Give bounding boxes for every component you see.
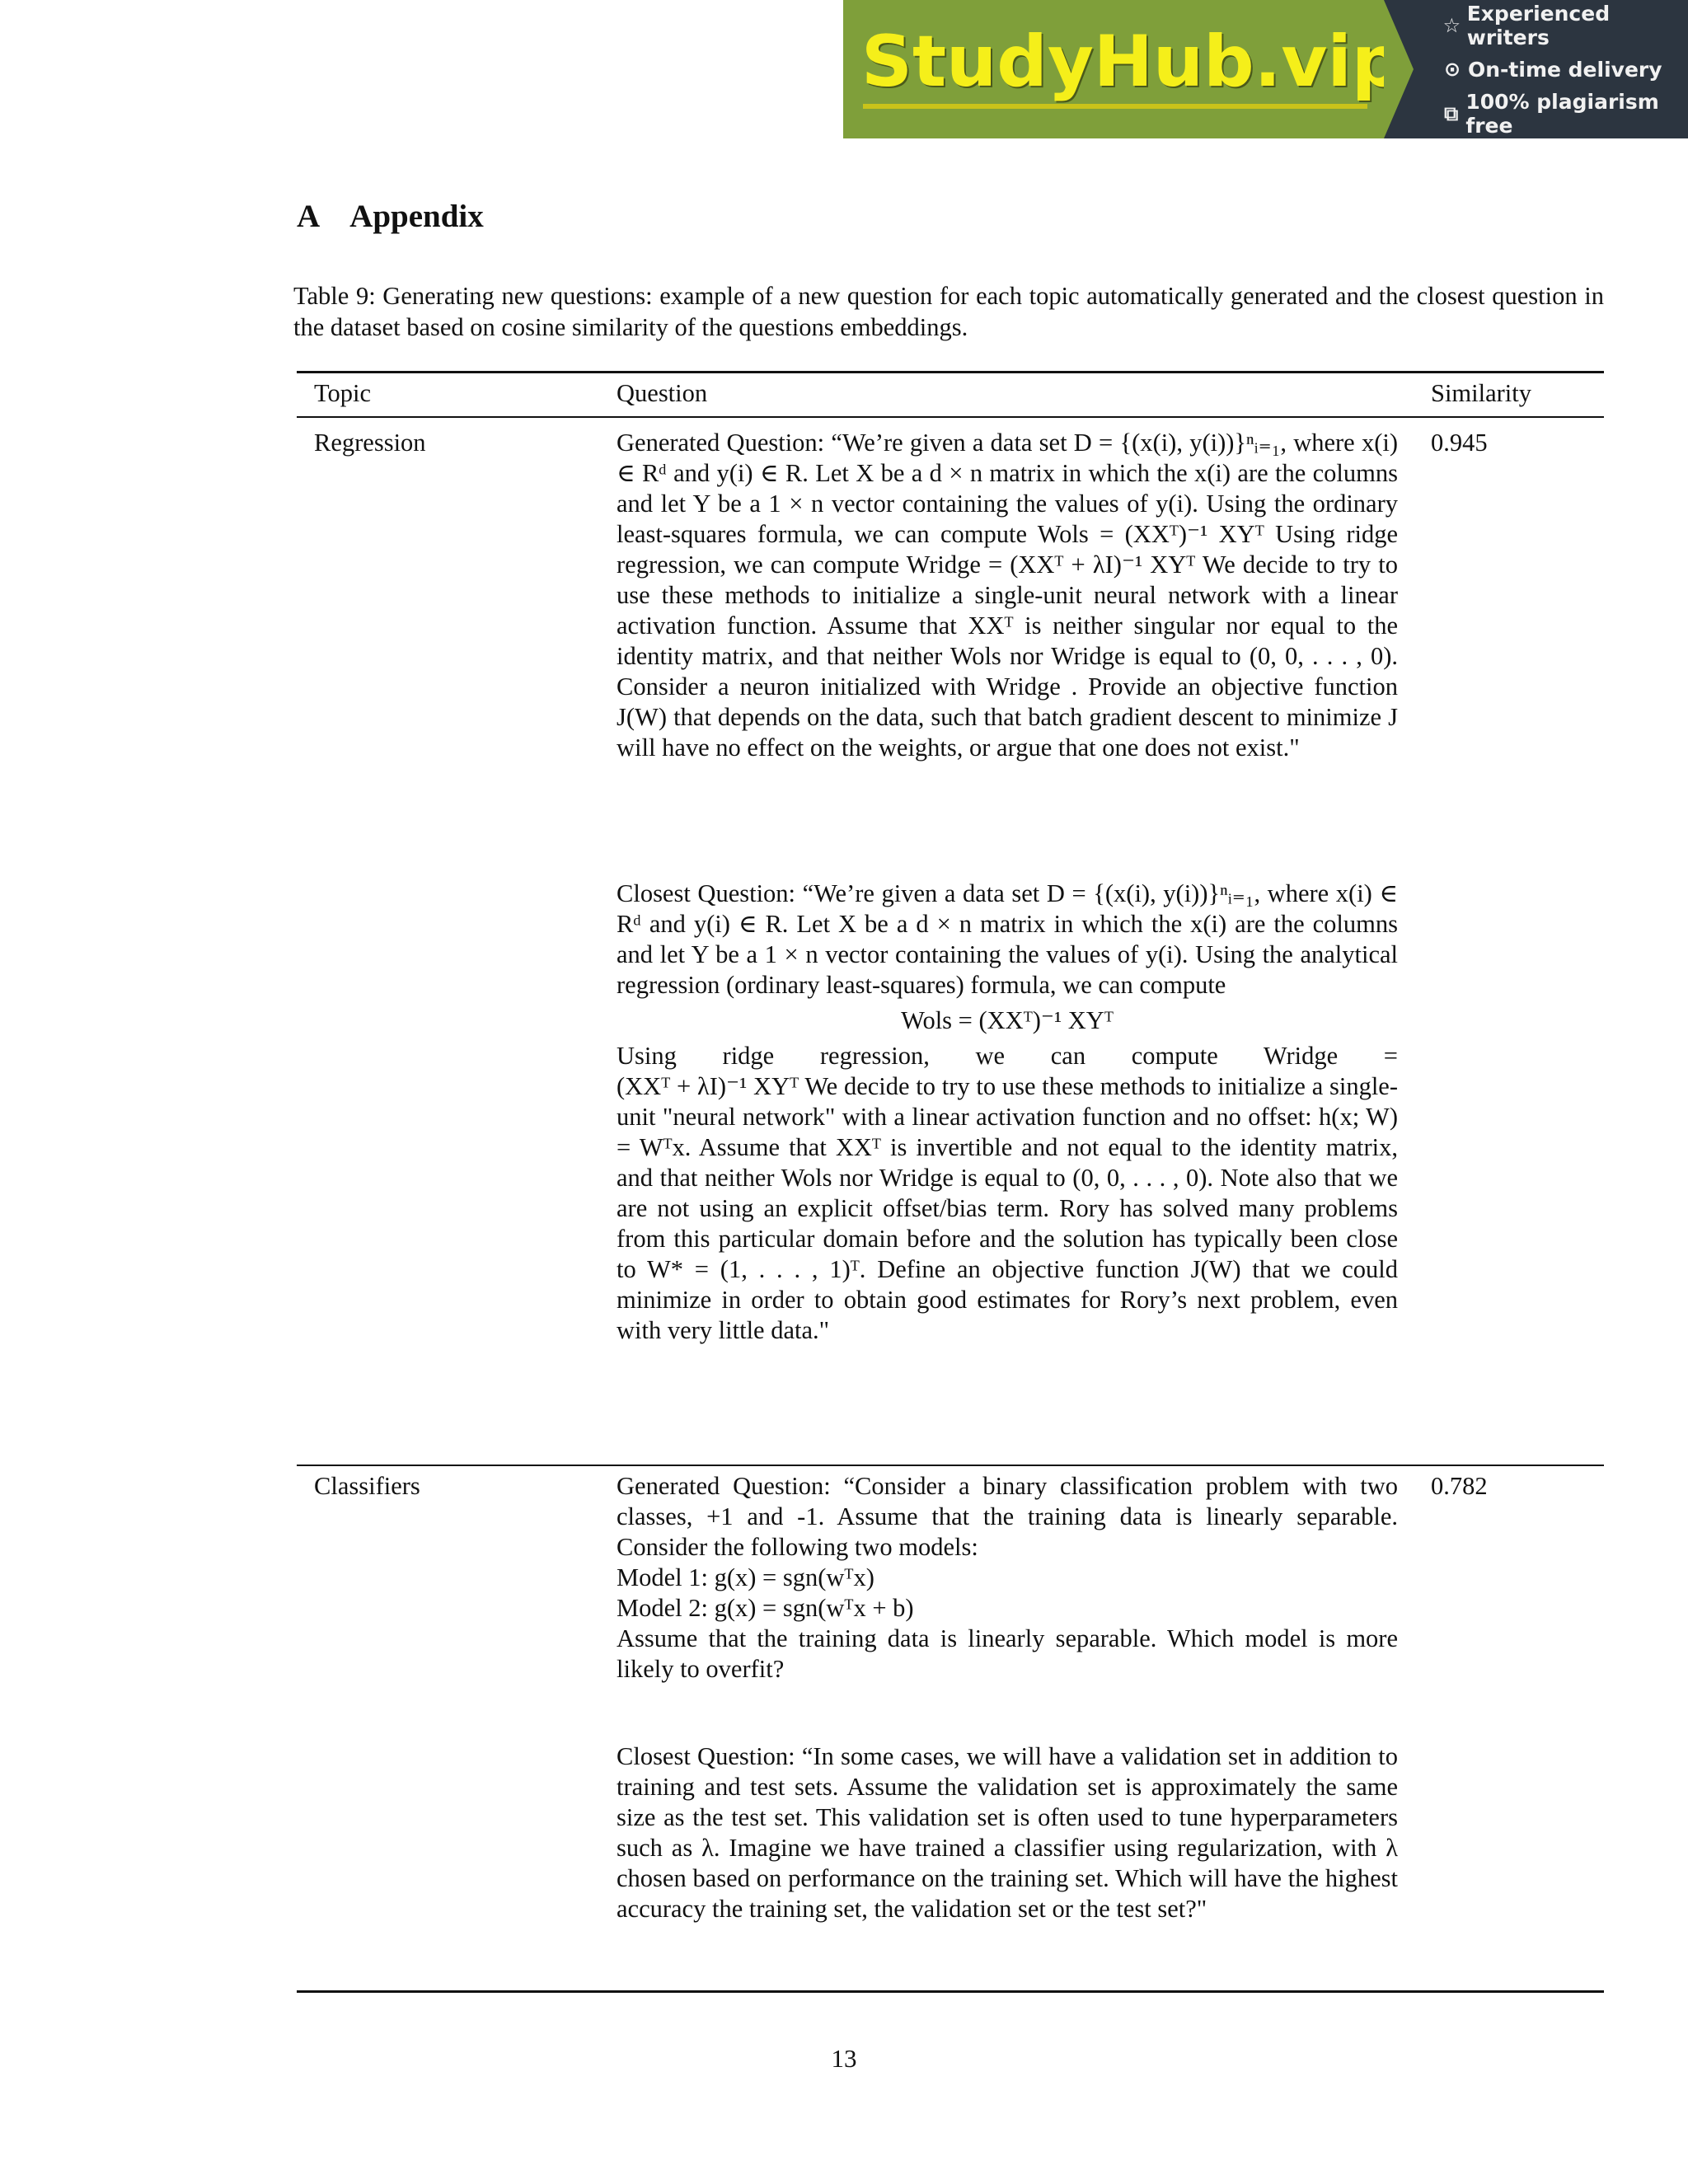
banner-features <box>1384 0 1688 138</box>
generated-question-line: Model 2: g(x) = sgn(wᵀx + b) <box>617 1594 914 1622</box>
topic-cell: Classifiers <box>314 1472 420 1500</box>
closest-question-line: Using ridge regression, we can compute Wridge = <box>617 1042 1398 1070</box>
section-title: Appendix <box>349 199 484 234</box>
star-icon: ☆ <box>1442 13 1461 37</box>
feature-text: On-time delivery <box>1468 57 1662 82</box>
generated-question-line: Generated Question: “Consider a binary classification problem with two classes, +1 and -1. Assume that the training data is linearly separable. Consider the following two models: <box>617 1472 1398 1561</box>
generated-question-line: Model 1: g(x) = sgn(wᵀx) <box>617 1563 874 1591</box>
banner-feature <box>1442 58 1688 82</box>
table-row-separator <box>297 1465 1604 1466</box>
banner-feature <box>1442 2 1688 49</box>
table-top-rule <box>297 371 1604 373</box>
column-header-topic: Topic <box>314 379 372 407</box>
generated-question-text: Generated Question: “We’re given a data set D = {(x(i), y(i))}ⁿᵢ₌₁, where x(i) ∈ Rᵈ and y(i) ∈ R. Let X be a d × n matrix in which the x(i) are the columns and let Y be a 1 × n vector containing the values of y(i). Using the ordinary least-squares formula, we can compute Wols = (XXᵀ)⁻¹ XYᵀ Using ridge regression, we can compute Wridge = (XXᵀ + λI)⁻¹ XYᵀ We decide to try to use these methods to initialize a single-unit neural network with a linear activation function. Assume that XXᵀ is neither singular nor equal to the identity matrix, and that neither Wols nor Wridge is equal to (0, 0, . . . , 0). Consider a neuron initialized with Wridge . Provide an objective function J(W) that depends on the data, such that batch gradient descent to minimize J will have no effect on the weights, or argue that one does not exist." <box>617 429 1398 762</box>
generated-question-line: Assume that the training data is linearly separable. Which model is more likely to overfit? <box>617 1624 1398 1683</box>
banner-arrow <box>1384 0 1414 138</box>
feature-text: Experienced writers <box>1466 1 1611 49</box>
clock-icon: ⊙ <box>1443 58 1461 81</box>
closest-question <box>617 1741 1398 1924</box>
column-header-similarity: Similarity <box>1431 379 1531 407</box>
generated-question <box>617 1471 1398 1685</box>
section-number: A <box>297 199 321 234</box>
banner-brand <box>843 0 1403 138</box>
feature-text: 100% plagiarism free <box>1465 89 1659 138</box>
banner-logo: StudyHub.vip <box>861 21 1403 103</box>
similarity-cell: 0.782 <box>1431 1472 1488 1500</box>
closest-question-equation: Wols = (XXᵀ)⁻¹ XYᵀ <box>901 1006 1114 1034</box>
topic-cell: Regression <box>314 429 426 457</box>
section-heading <box>297 198 484 235</box>
closest-question-text: Closest Question: “In some cases, we will have a validation set in addition to training and test sets. Assume the validation set is approximately the same size as the test set. This validation set is often used to tune hyperparameters such as λ. Imagine we have trained a classifier using regularization, with λ chosen based on performance on the training set. Which will have the highest accuracy the training set, the validation set or the test set?" <box>617 1742 1398 1923</box>
logo-underline <box>863 104 1367 109</box>
copy-icon: ⧉ <box>1444 101 1459 125</box>
column-header-question: Question <box>617 379 708 407</box>
table-bottom-rule <box>297 1990 1604 1993</box>
banner-feature <box>1442 90 1688 138</box>
promo-banner[interactable] <box>843 0 1688 138</box>
closest-question-text-1: Closest Question: “We’re given a data set D = {(x(i), y(i))}ⁿᵢ₌₁, where x(i) ∈ Rᵈ and y(i) ∈ R. Let X be a d × n matrix in which the x(i) are the columns and let Y be a 1 × n vector containing the values of y(i). Using the analytical regression (ordinary least-squares) formula, we can compute <box>617 879 1398 999</box>
closest-question-text-2: (XXᵀ + λI)⁻¹ XYᵀ We decide to try to use these methods to initialize a single-unit "neural network" with a linear activation function and no offset: h(x; W) = Wᵀx. Assume that XXᵀ is invertible and not equal to the identity matrix, and that neither Wols nor Wridge is equal to (0, 0, . . . , 0). Note also that we are not using an explicit offset/bias term. Rory has solved many problems from this particular domain before and the solution has typically been close to W* = (1, . . . , 1)ᵀ. Define an objective function J(W) that we could minimize in order to obtain good estimates for Rory’s next problem, even with very little data." <box>617 1072 1398 1344</box>
generated-question <box>617 428 1398 763</box>
similarity-cell: 0.945 <box>1431 429 1488 457</box>
table-header-rule <box>297 416 1604 418</box>
page-number: 13 <box>831 2044 857 2073</box>
table-caption: Table 9: Generating new questions: example of a new question for each topic automatically generated and the closest question in the dataset based on cosine similarity of the questions embeddings. <box>293 282 1604 341</box>
closest-question <box>617 879 1398 1346</box>
